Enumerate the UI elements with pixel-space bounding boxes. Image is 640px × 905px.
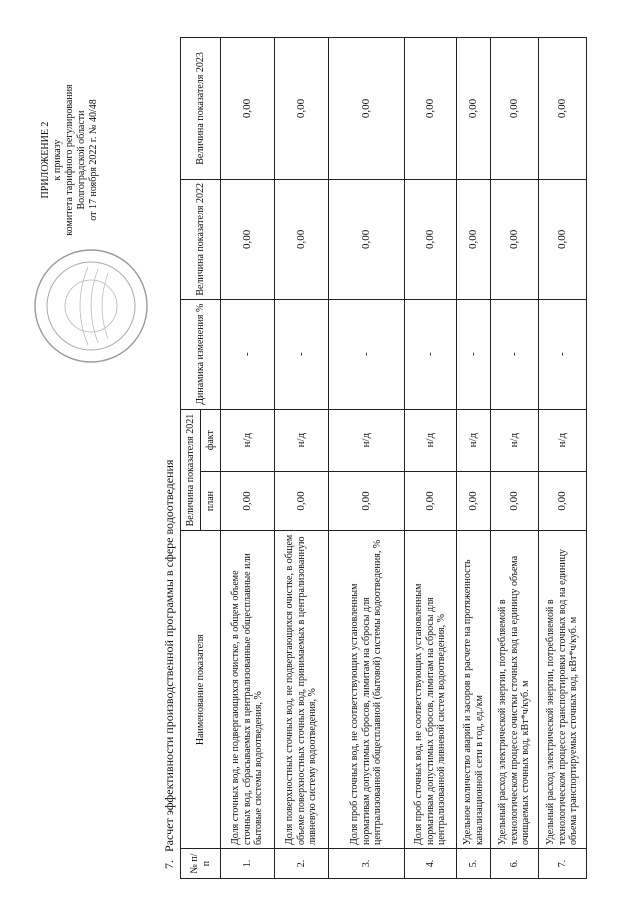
row-2022: 0,00: [539, 179, 587, 299]
row-fact: н/д: [491, 409, 539, 471]
official-stamp: [32, 247, 150, 365]
row-dynamics: -: [491, 299, 539, 409]
row-plan: 0,00: [457, 471, 491, 531]
row-name: Удельное количество аварий и засоров в расчете на протяженность канализационной сети в год, ед./км: [457, 531, 491, 849]
header-plan: план: [201, 471, 221, 531]
row-2023: 0,00: [539, 38, 587, 180]
annex-header: [40, 45, 100, 275]
row-2023: 0,00: [405, 38, 457, 180]
row-dynamics: -: [329, 299, 405, 409]
row-fact: н/д: [539, 409, 587, 471]
header-2023: Величина показателя 2023: [181, 38, 221, 180]
annex-line-2: комитета тарифного регулирования: [64, 84, 75, 236]
annex-line-3: Волгоградской области: [76, 110, 87, 210]
row-num: 5.: [457, 849, 491, 879]
row-2022: 0,00: [405, 179, 457, 299]
header-2021: Величина показателя 2021: [181, 409, 201, 531]
table-row: [221, 38, 275, 879]
row-name: Удельный расход электрической энергии, потребляемой в технологическом процессе транспортировки сточных вод на единицу объема транспортируемых сточных вод, кВт*ч/куб. м: [539, 531, 587, 849]
row-name: Доля проб сточных вод, не соответствующих установленным нормативам допустимых сбросов, лимитам на сбросы для централизованной общесплавной (бытовой) системы водоотведения, %: [329, 531, 405, 849]
row-plan: 0,00: [405, 471, 457, 531]
table-row: [539, 38, 587, 879]
row-2022: 0,00: [329, 179, 405, 299]
row-plan: 0,00: [221, 471, 275, 531]
header-dynamics: Динамика изменения %: [181, 299, 221, 409]
row-num: 7.: [539, 849, 587, 879]
row-fact: н/д: [329, 409, 405, 471]
table-row: [405, 38, 457, 879]
row-fact: н/д: [405, 409, 457, 471]
row-name: Удельный расход электрической энергии, потребляемой в технологическом процессе очистки сточных вод на единицу объема очищаемых сточных вод, кВт*ч/куб. м: [491, 531, 539, 849]
header-fact: факт: [201, 409, 221, 471]
row-fact: н/д: [275, 409, 329, 471]
annex-line-4: от 17 ноября 2022 г. № 40/48: [88, 99, 99, 221]
row-2023: 0,00: [221, 38, 275, 180]
row-2023: 0,00: [491, 38, 539, 180]
row-plan: 0,00: [275, 471, 329, 531]
table-row: [275, 38, 329, 879]
row-2022: 0,00: [491, 179, 539, 299]
row-2023: 0,00: [275, 38, 329, 180]
header-2022: Величина показателя 2022: [181, 179, 221, 299]
row-dynamics: -: [457, 299, 491, 409]
row-fact: н/д: [457, 409, 491, 471]
row-dynamics: -: [275, 299, 329, 409]
row-name: Доля проб сточных вод, не соответствующих установленным нормативам допустимых сбросов, лимитам на сбросы для централизованной ливневой систем водоотведения, %: [405, 531, 457, 849]
row-dynamics: -: [405, 299, 457, 409]
section-title: Расчет эффективности производственной программы в сфере водоотведения: [162, 459, 176, 852]
row-num: 6.: [491, 849, 539, 879]
row-2023: 0,00: [329, 38, 405, 180]
table-row: [491, 38, 539, 879]
row-num: 1.: [221, 849, 275, 879]
row-fact: н/д: [221, 409, 275, 471]
row-num: 2.: [275, 849, 329, 879]
header-name: Наименование показателя: [181, 531, 221, 849]
header-num: № п/п: [181, 849, 221, 879]
row-name: Доля поверхностных сточных вод, не подвергающихся очистке, в общем объеме поверхностных сточных вод, принимаемых в централизованную ливневую систему водоотведения, %: [275, 531, 329, 849]
row-num: 4.: [405, 849, 457, 879]
table-row: [329, 38, 405, 879]
row-2022: 0,00: [221, 179, 275, 299]
annex-line-1: к приказу: [52, 139, 63, 181]
table-row: [457, 38, 491, 879]
section-number: 7.: [162, 860, 176, 869]
row-name: Доля сточных вод, не подвергающихся очистке, в общем объеме сточных вод, сбрасываемых в централизованные общесплавные или бытовые системы водоотведения, %: [221, 531, 275, 849]
row-2023: 0,00: [457, 38, 491, 180]
row-num: 3.: [329, 849, 405, 879]
row-plan: 0,00: [539, 471, 587, 531]
row-plan: 0,00: [491, 471, 539, 531]
row-2022: 0,00: [275, 179, 329, 299]
section-heading: [162, 460, 177, 869]
annex-title: ПРИЛОЖЕНИЕ 2: [40, 121, 51, 199]
row-dynamics: -: [539, 299, 587, 409]
row-dynamics: -: [221, 299, 275, 409]
efficiency-table: [180, 37, 587, 879]
row-2022: 0,00: [457, 179, 491, 299]
row-plan: 0,00: [329, 471, 405, 531]
